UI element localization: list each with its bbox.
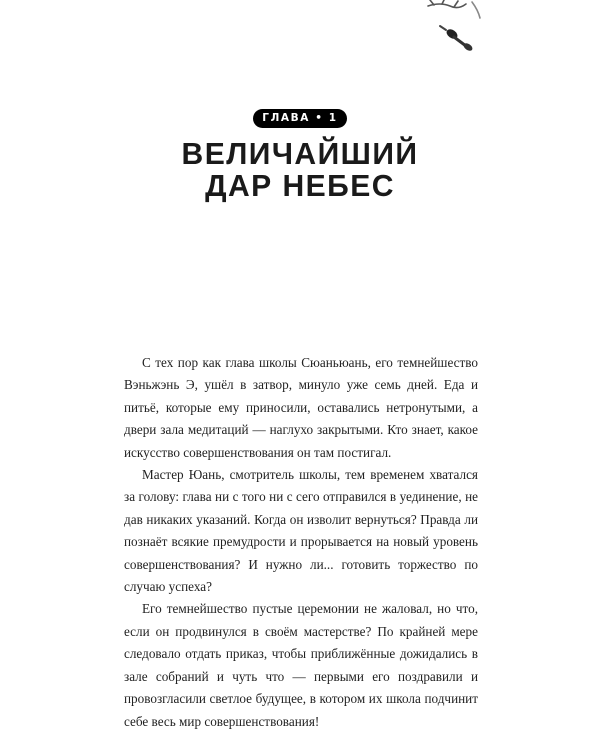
chapter-number: ГЛАВА • 1 [253, 109, 346, 128]
sword-hilt-icon [440, 26, 474, 52]
chapter-label [0, 108, 600, 128]
chapter-title [9, 138, 591, 202]
title-line-2: ДАР НЕБЕС [205, 168, 395, 203]
leaf-sprig-icon [428, 0, 480, 18]
paragraph-3: Его темнейшество пустые церемонии не жаловал, но что, если он продвинулся в своём мастерстве? По крайней мере следовало отдать приказ, чтобы приближённые дожидались в зале собраний и чуть что — первыми его поздравили и провозгласили светлое будущее, в котором их школа подчинит себе весь мир совершенствования! [124, 601, 478, 729]
title-line-1: ВЕЛИЧАЙШИЙ [181, 136, 419, 171]
ornament-illustration [420, 0, 510, 62]
paragraph-2: Мастер Юань, смотритель школы, тем временем хватался за голову: глава ни с того ни с сего отправился в уединение, не дав никаких указаний. Когда он изволит вернуться? Правда ли познаёт всякие премудрости и прорывается на новый уровень совершенствования? И нужно ли... готовить торжество по случаю успеха? [124, 467, 478, 595]
chapter-body [124, 352, 478, 733]
paragraph-1: С тех пор как глава школы Сюаньюань, его темнейшество Вэньжэнь Э, ушёл в затвор, минуло уже семь дней. Еда и питьё, которые ему приносили, оставались нетронутыми, а двери зала медитаций — наглухо закрытыми. Кто знает, какое искусство совершенствования он там постигал. [124, 355, 478, 460]
